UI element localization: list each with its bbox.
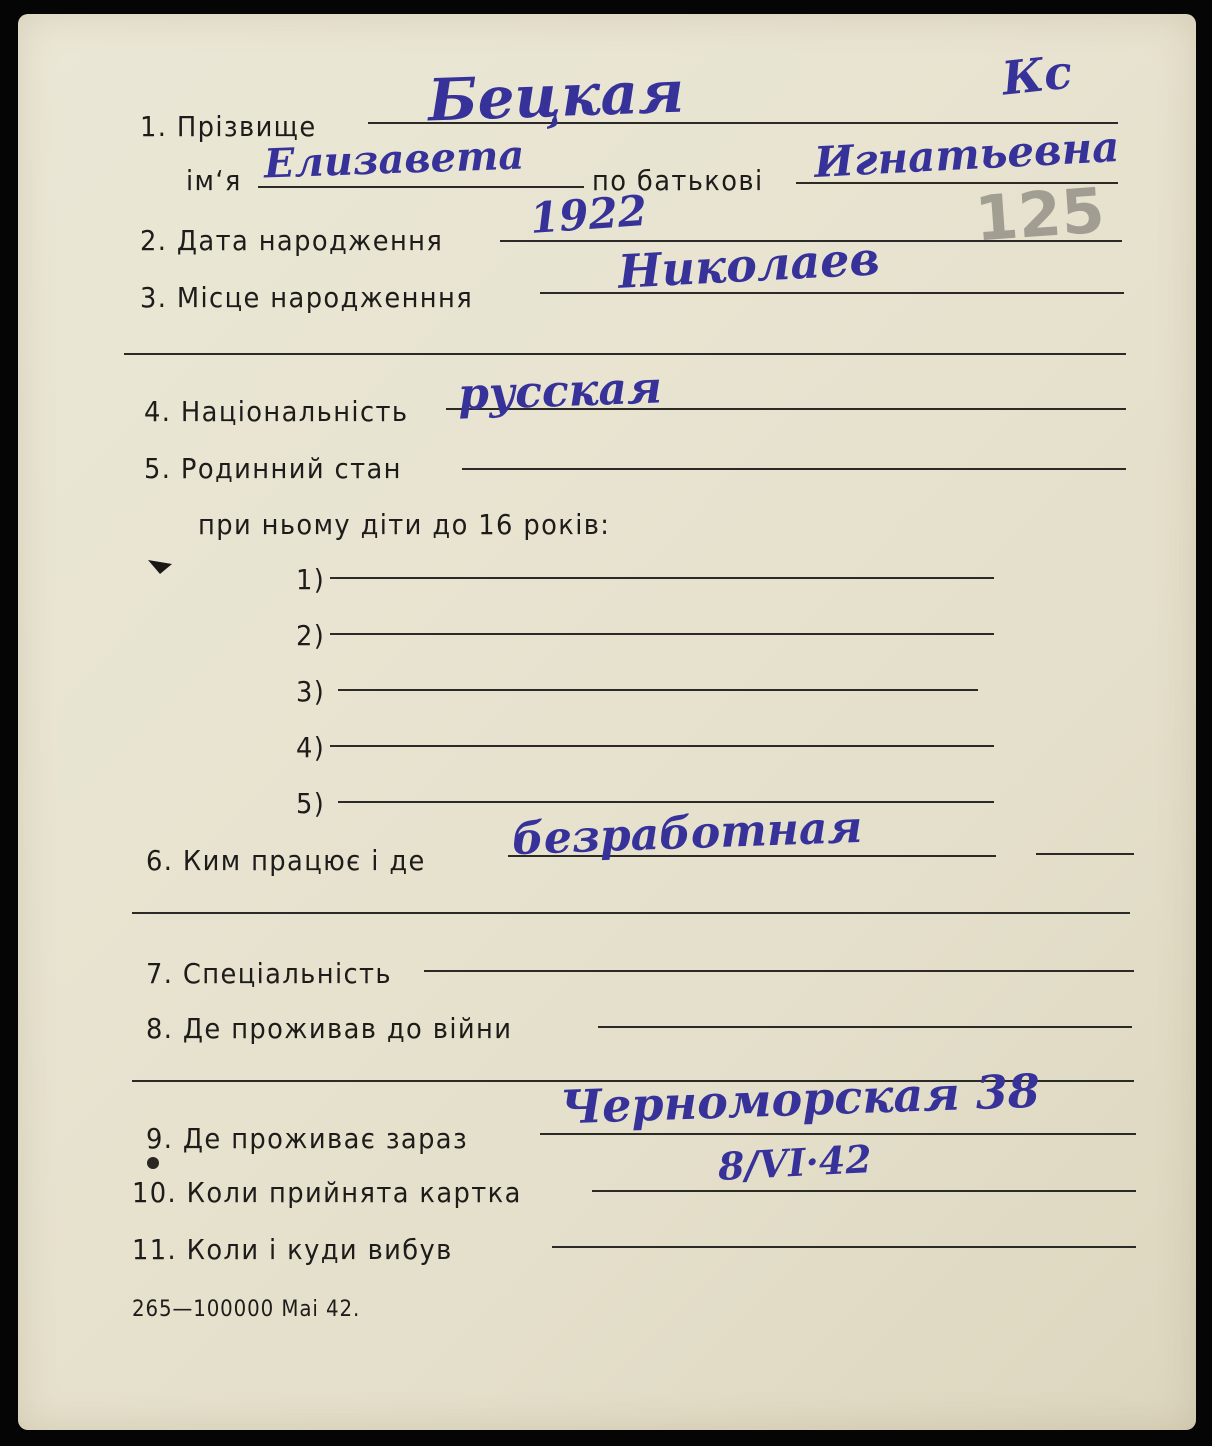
handwritten-current-address: Черноморская 38	[559, 1063, 1041, 1135]
print-code: 265—100000 Mai 42.	[132, 1297, 361, 1322]
handwritten-birth-place: Николаев	[616, 231, 881, 299]
label-birth-date: 2. Дата народження	[140, 224, 444, 257]
label-child-4: 4)	[296, 731, 326, 764]
line-child-3	[338, 689, 978, 691]
handwritten-first-name: Елизавета	[263, 131, 526, 188]
handwritten-patronymic: Игнатьевна	[812, 122, 1121, 187]
line-specialty	[424, 970, 1134, 972]
line-departed	[552, 1246, 1136, 1248]
label-marital-status: 5. Родинний стан	[144, 452, 402, 485]
label-birth-place: 3. Місце народженння	[140, 281, 474, 314]
line-occupation-tail	[1036, 853, 1134, 855]
line-child-4	[330, 745, 994, 747]
line-first-name	[258, 186, 584, 188]
line-child-5	[338, 801, 994, 803]
line-current-residence	[540, 1133, 1136, 1135]
label-card-accepted: 10. Коли прийнята картка	[132, 1176, 522, 1209]
label-child-1: 1)	[296, 563, 326, 596]
label-nationality: 4. Національність	[144, 395, 409, 428]
handwritten-surname: Бецкая	[426, 57, 686, 135]
label-child-2: 2)	[296, 619, 326, 652]
label-first-name: ім‘я	[186, 164, 242, 197]
line-marital-status	[462, 468, 1126, 470]
label-child-5: 5)	[296, 787, 326, 820]
label-departed: 11. Коли і куди вибув	[132, 1233, 453, 1266]
line-card-accepted	[592, 1190, 1136, 1192]
handwritten-birth-year: 1922	[528, 185, 649, 244]
ink-mark	[146, 556, 176, 578]
handwritten-nationality: русская	[457, 362, 663, 421]
handwritten-corner-mark: Кс	[999, 44, 1075, 106]
line-child-1	[330, 577, 994, 579]
punch-hole	[144, 1154, 162, 1172]
label-patronymic: по батькові	[592, 164, 764, 197]
label-current-residence: 9. Де проживає зараз	[146, 1122, 469, 1155]
label-prewar-residence: 8. Де проживав до війни	[146, 1012, 513, 1045]
label-surname: 1. Прізвище	[140, 110, 317, 143]
label-child-3: 3)	[296, 675, 326, 708]
label-occupation: 6. Ким працює і де	[146, 844, 426, 877]
line-prewar-residence	[598, 1026, 1132, 1028]
pencil-number: 125	[972, 173, 1107, 256]
line-birth-place-2	[124, 353, 1126, 355]
handwritten-occupation: безработная	[511, 801, 864, 866]
handwritten-card-date: 8/VI·42	[716, 1136, 873, 1189]
line-child-2	[330, 633, 994, 635]
label-specialty: 7. Спеціальність	[146, 957, 392, 990]
label-children: при ньому діти до 16 років:	[198, 508, 611, 541]
line-occupation-2	[132, 912, 1130, 914]
